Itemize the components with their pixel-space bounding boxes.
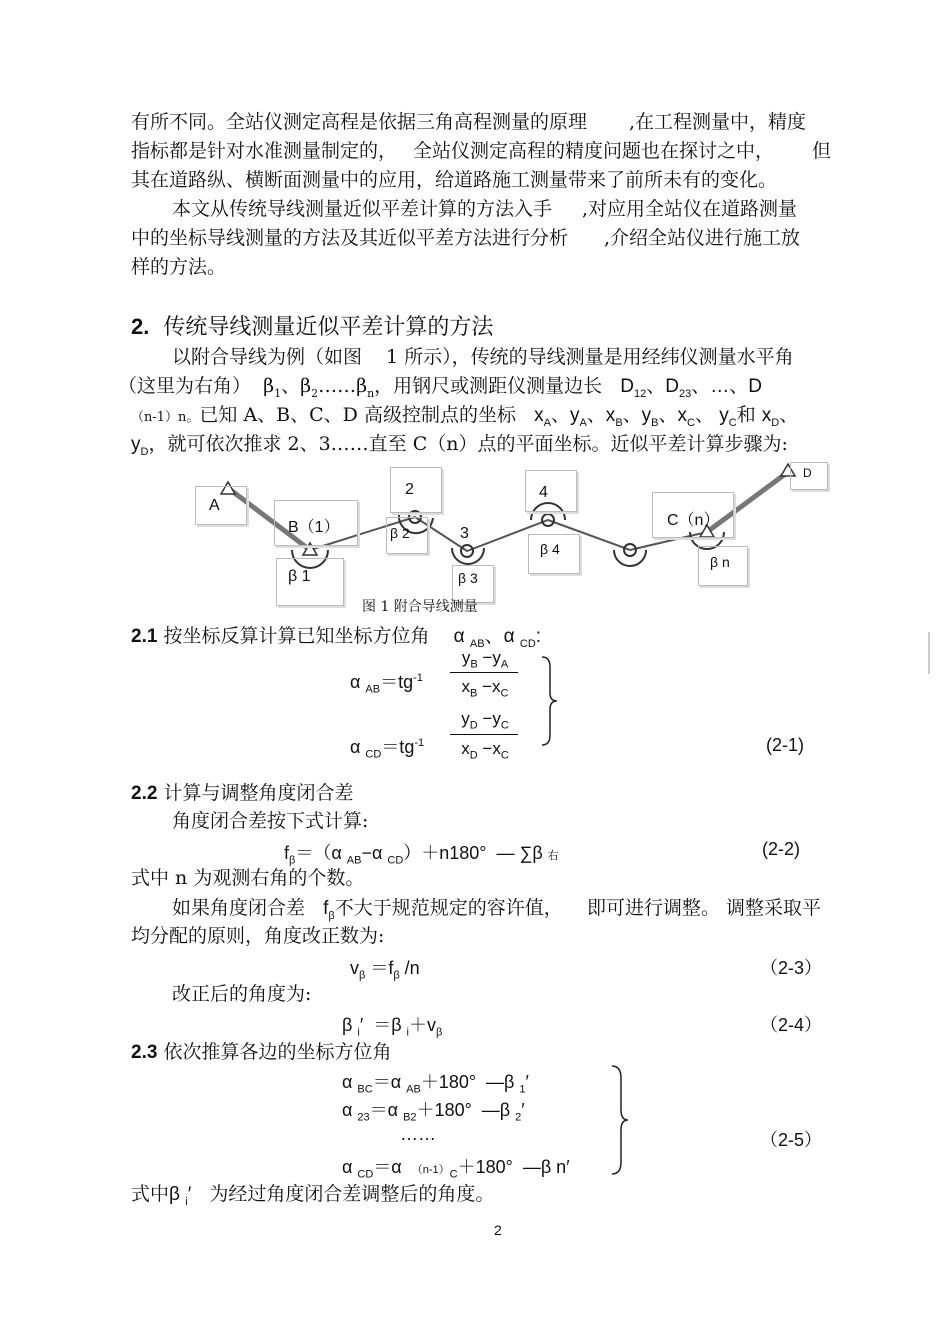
label-point-3: 3: [460, 525, 469, 542]
para1-line3: 其在道路纵、横断面测量中的应用，给道路施工测量带来了前所未有的变化。: [131, 169, 778, 191]
eq-alpha-cd: α $_{CD}=tg^{-1}$: [350, 737, 425, 761]
label-point-4: 4: [539, 484, 548, 501]
eq-2-5-line1: α $_{BC}$＝α $_{AB}$＋180° —β $_1$′: [342, 1072, 529, 1096]
para3-line4: $y_D$，就可依次推求 2、3……直至 C（n）点的平面坐标。近似平差计算步骤为:: [131, 433, 788, 458]
eq-2-3: $v_\beta =f_\beta$ /n: [350, 958, 420, 982]
eq-alpha-ab-fraction-bar: [450, 672, 518, 673]
s23-note: 式中β $_i$′ 为经过角度闭合差调整后的角度。: [131, 1183, 495, 1208]
eq-alpha-ab-numerator: $y_B -y_A$: [461, 648, 509, 671]
section-2-heading: 2. 传统导线测量近似平差计算的方法: [131, 314, 494, 340]
para1-line2: 指标都是针对水准测量制定的， 全站仪测定高程的精度问题也在探讨之中， 但: [131, 140, 832, 162]
s23-heading: 2.3 依次推算各边的坐标方位角: [131, 1041, 392, 1063]
para2-line2: 中的坐标导线测量的方法及其近似平差方法进行分析 ,介绍全站仪进行施工放: [131, 227, 801, 249]
label-d: D: [803, 466, 812, 480]
page-number: 2: [494, 1222, 502, 1238]
label-beta3: β 3: [458, 570, 478, 586]
eq-2-5-number: （2-5）: [760, 1130, 823, 1150]
para2-line3: 样的方法。: [131, 256, 227, 278]
eq-2-5-brace: [608, 1064, 632, 1176]
label-beta1: β 1: [288, 568, 311, 585]
figure-1-traverse: [190, 462, 840, 612]
label-point-2: 2: [405, 481, 414, 498]
label-beta2: β 2: [390, 525, 410, 541]
eq-2-2-number: (2-2): [762, 839, 801, 859]
s22-heading: 2.2 计算与调整角度闭合差: [131, 782, 354, 804]
eq-2-2: $f_\beta=(\alpha$ $_{AB}$−α $_{CD}$）＋n180° — ∑β 右: [284, 843, 559, 867]
para2-line1: 本文从传统导线测量近似平差计算的方法入手 ,对应用全站仪在道路测量: [172, 198, 798, 220]
eq-alpha-cd-denominator: $x_D -x_C$: [461, 739, 509, 762]
eq-2-3-number: （2-3）: [760, 958, 823, 978]
label-beta4: β 4: [540, 541, 560, 557]
para3-line3: （n-1）n。已知 A、B、C、D 高级控制点的坐标 $x_A$、$y_A$、$x_B$、$y_B$、$x_C$、 $y_C$和 $x_D$、: [131, 404, 799, 429]
eq-2-4: β $_i$′ ＝β $_i+v_\beta$: [342, 1015, 443, 1039]
eq-alpha-ab: α $_{AB}=tg^{-1}$: [350, 672, 423, 696]
label-box-2: [390, 467, 442, 513]
s22-intro: 角度闭合差按下式计算:: [172, 810, 369, 832]
para3-line1: 以附合导线为例（如图 1 所示），传统的导线测量是用经纬仪测量水平角: [172, 346, 794, 368]
eq-2-1-number: (2-1): [766, 735, 805, 755]
label-box-a: [195, 486, 247, 525]
label-b1: B（1）: [288, 519, 340, 536]
eq-2-5-line4: α $_{CD}$＝α $(n-1)_C+180^\circ$ —β n′: [342, 1157, 570, 1181]
label-box-4: [525, 470, 577, 512]
label-cn: C（n）: [667, 512, 720, 529]
s22-para1: 如果角度闭合差 $f_\beta$不大于规范规定的容许值， 即可进行调整。 调整采取平: [172, 897, 821, 922]
traverse-polyline: [310, 517, 707, 551]
eq-2-5-ellipsis: ……: [400, 1124, 436, 1144]
para1-line1: 有所不同。全站仪测定高程是依据三角高程测量的原理 ,在工程测量中，精度: [131, 111, 807, 133]
eq-2-1-brace: [538, 655, 560, 747]
eq-alpha-cd-numerator: $y_D -y_C$: [461, 709, 509, 732]
eq-alpha-cd-fraction-bar: [450, 734, 518, 735]
s22-corrected: 改正后的角度为:: [172, 983, 312, 1005]
eq-alpha-ab-denominator: $x_B -x_C$: [461, 677, 509, 700]
label-a: A: [209, 497, 220, 514]
eq-2-5-line2: α $_{23}$＝α $_{B2}$＋180° —β $_2$′: [342, 1100, 525, 1124]
eq-2-4-number: （2-4）: [760, 1015, 823, 1035]
s21-heading: 2.1 按坐标反算计算已知坐标方位角 α $_{AB}$、α $_{CD}$:: [131, 625, 542, 650]
s22-para2: 均分配的原则，角度改正数为:: [131, 925, 385, 947]
edge-mark: [928, 632, 930, 674]
label-betan: β n: [710, 554, 730, 570]
s22-note: 式中 n 为观测右角的个数。: [131, 867, 365, 889]
para3-line2: （这里为右角） $\beta_1$、$\beta_2\dots\dots\beta_n$，用钢尺或测距仪测量边长 $D_{12}$、$D_{23}$、…、D: [118, 375, 762, 400]
arc-5: [614, 550, 646, 566]
figure-1-caption: 图 1 附合导线测量: [362, 599, 478, 615]
